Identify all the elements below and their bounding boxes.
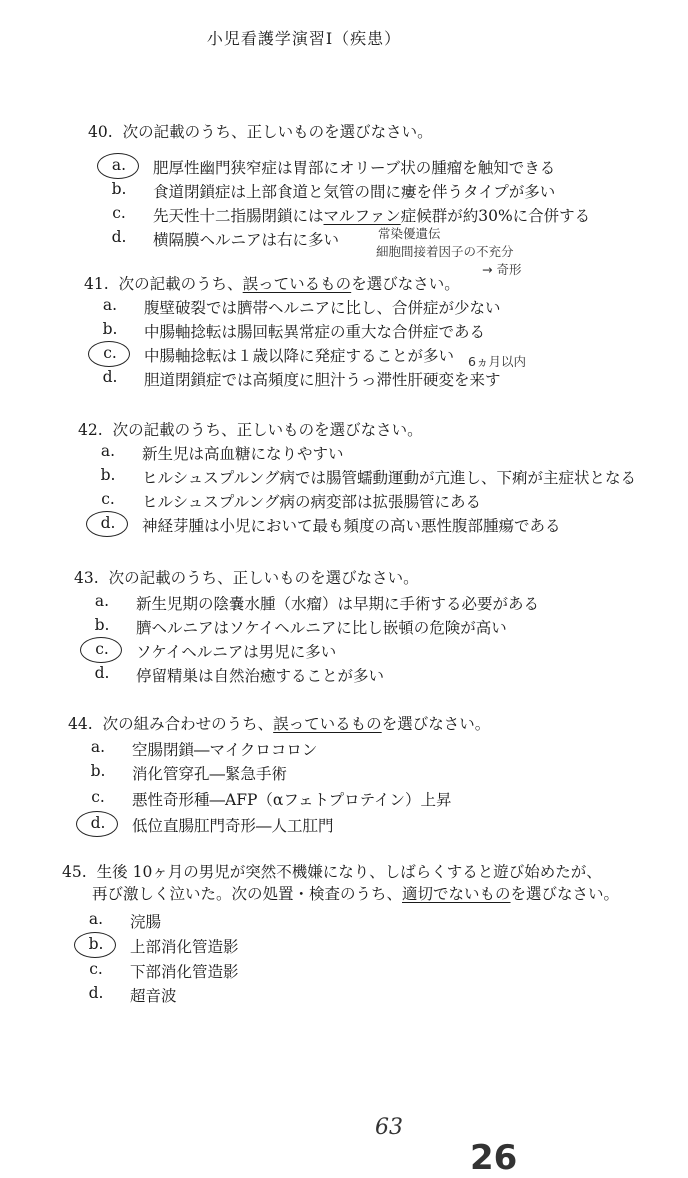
option-text: 中腸軸捻転は１歳以降に発症することが多い: [144, 347, 455, 365]
option-letter: c.: [112, 204, 126, 222]
question-stem: [62, 860, 602, 882]
handwritten-corner-mark: 26: [470, 1138, 518, 1178]
question-stem: [78, 418, 423, 440]
option-text: 臍ヘルニアはソケイヘルニアに比し嵌頓の危険が高い: [136, 619, 507, 637]
option-letter: d.: [88, 984, 104, 1002]
option-text: 低位直腸肛門奇形―人工肛門: [132, 817, 334, 835]
option-text: 新生児は高血糖になりやすい: [142, 445, 344, 463]
option-text: 中腸軸捻転は腸回転異常症の重大な合併症である: [144, 323, 486, 341]
option-letter: d.: [102, 368, 118, 386]
option-letter: c.: [101, 490, 115, 508]
option-text: ヒルシュスプルング病では腸管蠕動運動が亢進し、下痢が主症状となる: [142, 469, 636, 487]
option-letter: d.: [94, 664, 110, 682]
option-letter: b.: [100, 466, 116, 484]
question-number: 42.: [78, 421, 103, 439]
option-text: 腹壁破裂では臍帯ヘルニアに比し、合併症が少ない: [144, 299, 501, 317]
stem-text: 次の記載のうち、正しいものを選びなさい。: [122, 123, 433, 141]
option-text: 食道閉鎖症は上部食道と気管の間に瘻を伴うタイプが多い: [153, 183, 556, 201]
option-letter: a.: [111, 156, 127, 174]
option-text: 胆道閉鎖症では高頻度に胆汁うっ滞性肝硬変を来す: [144, 371, 501, 389]
option-text: 横隔膜ヘルニアは右に多い: [153, 231, 340, 249]
handwritten-note: → 奇形: [482, 262, 522, 277]
page-title: 小児看護学演習Ⅰ（疾患）: [206, 29, 402, 48]
option-text: 神経芽腫は小児において最も頻度の高い悪性腹部腫瘍である: [142, 517, 561, 535]
option-letter: a.: [88, 910, 104, 928]
option-letter: c.: [95, 640, 109, 658]
option-letter: c.: [89, 960, 103, 978]
option-letter: b.: [88, 935, 104, 953]
question-stem: 44. 次の組み合わせのうち、誤っているものを選びなさい。: [68, 715, 491, 733]
option-letter: a.: [94, 592, 110, 610]
stem-text: 次の記載のうち、正しいものを選びなさい。: [112, 421, 423, 439]
option-letter: c.: [91, 788, 105, 806]
question-number: 41.: [84, 275, 109, 293]
option-text: 消化管穿孔―緊急手術: [132, 765, 288, 783]
option-text: 先天性十二指腸閉鎖にはマルファン症候群が約30%に合併する: [153, 207, 591, 225]
stem-text: 次の記載のうち、正しいものを選びなさい。: [108, 569, 419, 587]
option-letter: d.: [100, 514, 116, 532]
option-text: 下部消化管造影: [130, 963, 239, 981]
option-text: ソケイヘルニアは男児に多い: [136, 643, 337, 661]
question-number: 45.: [62, 863, 87, 881]
option-text: 浣腸: [130, 913, 162, 931]
option-text: ヒルシュスプルング病の病変部は拡張腸管にある: [142, 493, 481, 511]
question-stem-line-2: 再び激しく泣いた。次の処置・検査のうち、適切でないものを選びなさい。: [92, 885, 620, 903]
handwritten-note: 常染優遺伝: [378, 226, 441, 241]
option-letter: b.: [90, 762, 106, 780]
handwritten-note: 6ヵ月以内: [468, 354, 526, 369]
option-text: 超音波: [130, 987, 177, 1005]
option-text: 悪性奇形種―AFP（αフェトプロテイン）上昇: [132, 791, 452, 809]
option-text: 上部消化管造影: [130, 938, 239, 956]
option-text: 空腸閉鎖―マイクロコロン: [132, 741, 318, 759]
question-number: 44.: [68, 715, 93, 733]
handwritten-note: 細胞間接着因子の不充分: [376, 244, 514, 259]
option-text: 新生児期の陰嚢水腫（水瘤）は早期に手術する必要がある: [136, 595, 540, 613]
option-text: 停留精巣は自然治癒することが多い: [136, 667, 385, 685]
option-letter: b.: [102, 320, 118, 338]
option-letter: c.: [103, 344, 117, 362]
question-number: 43.: [74, 569, 99, 587]
question-stem: 41. 次の記載のうち、誤っているものを選びなさい。: [84, 275, 460, 293]
option-letter: d.: [90, 814, 106, 832]
question-stem: [74, 566, 419, 588]
option-letter: b.: [94, 616, 110, 634]
option-letter: a.: [100, 442, 116, 460]
option-text: 肥厚性幽門狭窄症は胃部にオリーブ状の腫瘤を触知できる: [153, 159, 556, 177]
question-number: 40.: [88, 123, 113, 141]
stem-text: 生後 10ヶ月の男児が突然不機嫌になり、しばらくすると遊び始めたが、: [96, 863, 602, 881]
option-letter: a.: [102, 296, 118, 314]
option-letter: d.: [111, 228, 127, 246]
option-letter: b.: [111, 180, 127, 198]
option-letter: a.: [90, 738, 106, 756]
page-number: 63: [375, 1115, 403, 1140]
question-stem: [88, 120, 433, 142]
